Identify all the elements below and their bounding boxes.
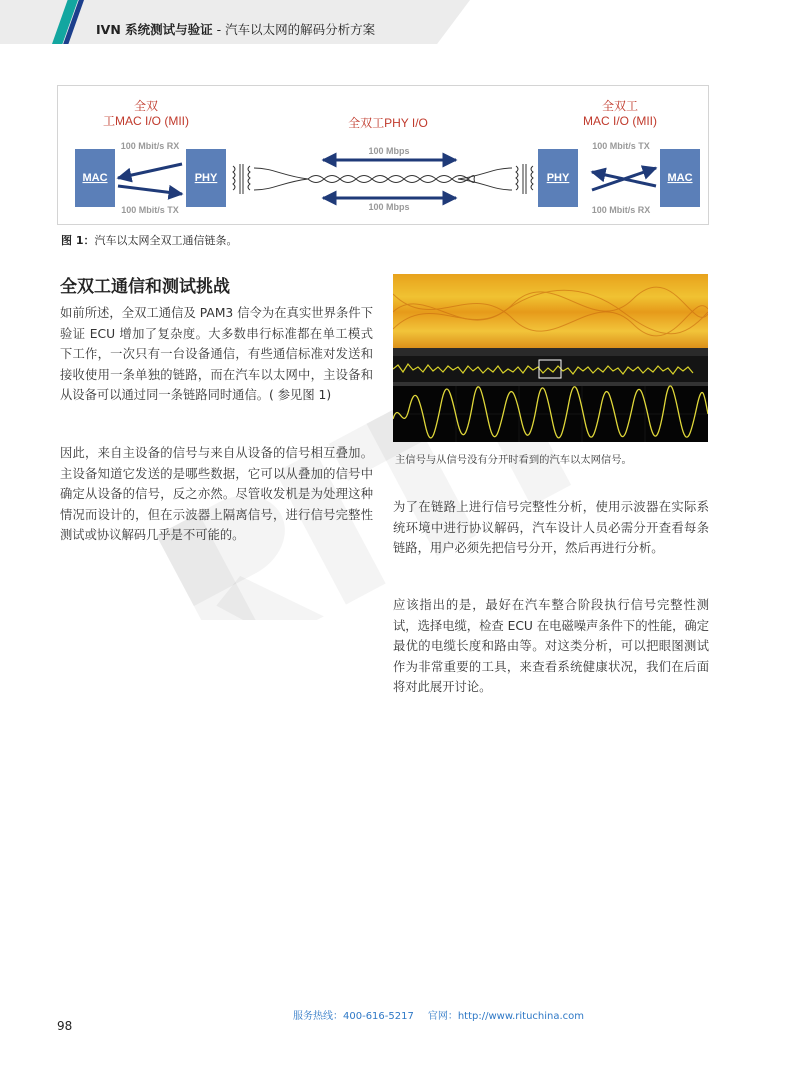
header-title-rest: - 汽车以太网的解码分析方案 <box>212 22 376 37</box>
left-tx-label: 100 Mbit/s TX <box>121 205 179 215</box>
left-mac-label: MAC <box>82 172 108 184</box>
page-footer <box>293 1007 598 1022</box>
ethernet-link-diagram <box>57 85 709 225</box>
eye-persistence-display <box>393 274 708 350</box>
bottom-rate-label: 100 Mbps <box>368 202 410 212</box>
paragraph-duplex-complexity: 如前所述，全双工通信及 PAM3 信令为在真实世界条件下验证 ECU 增加了复杂度。大多数串行标准都在单工模式下工作，一次只有一台设备通信，有些通信标准对发送和接收使用一条单独的链路，而在汽车以太网中，主设备和从设备可以通过同一条链路同时通信。( 参见图 1) <box>60 306 373 403</box>
twisted-pair-cable <box>254 168 512 190</box>
top-rate-label: 100 Mbps <box>368 146 410 156</box>
oscilloscope-caption: 主信号与从信号没有分开时看到的汽车以太网信号。 <box>395 454 632 466</box>
figure-caption-text: 汽车以太网全双工通信链条。 <box>94 234 238 247</box>
left-phy-label: PHY <box>194 172 218 184</box>
page-number: 98 <box>57 1019 73 1033</box>
left-phy-block <box>186 149 226 207</box>
left-rx-arrow <box>118 164 182 178</box>
paragraph-integration-testing: 应该指出的是，最好在汽车整合阶段执行信号完整性测试，选择电缆，检查 ECU 在电磁噪声条件下的性能，确定最优的电缆长度和路由等。对这类分析，可以把眼图测试作为非常重要的工具，来查看系统健康状况，我们在后面将对此展开讨论。 <box>393 598 710 695</box>
right-tx-label: 100 Mbit/s TX <box>592 141 650 151</box>
left-mac-io-label-line1: 全双 <box>133 99 159 113</box>
right-rx-arrow <box>592 168 656 190</box>
left-rx-label: 100 Mbit/s RX <box>120 141 180 151</box>
paragraph-signal-overlap: 因此，来自主设备的信号与来自从设备的信号相互叠加。主设备知道它发送的是哪些数据，它可以从叠加的信号中确定从设备的信号，反之亦然。尽管收发机是为处理这种情况而设计的，但在示波器上隔离信号，进行信号完整性测试或协议解码几乎是不可能的。 <box>60 446 373 543</box>
right-mac-label: MAC <box>667 172 693 184</box>
oscilloscope-screenshot <box>393 274 708 442</box>
paragraph-separate-links: 为了在链路上进行信号完整性分析，使用示波器在实际系统环境中进行协议解码，汽车设计人员必需分开查看每条链路，用户必须先把信号分开，然后再进行分析。 <box>393 500 709 556</box>
right-phy-label: PHY <box>546 172 570 184</box>
figure-caption-number: 图 1： <box>61 234 95 247</box>
header-title-bold: IVN 系统测试与验证 <box>96 22 213 37</box>
left-mac-io-label-line2: 工MAC I/O (MII) <box>103 114 189 128</box>
phy-io-label: 全双工PHY I/O <box>348 116 428 130</box>
left-mac-block <box>75 149 115 207</box>
right-mac-io-label-line2: MAC I/O (MII) <box>583 114 657 128</box>
right-mac-io-label-line1: 全双工 <box>601 99 639 113</box>
right-phy-block <box>538 149 578 207</box>
left-tx-arrow <box>118 186 182 194</box>
right-rx-label: 100 Mbit/s RX <box>591 205 651 215</box>
page-header <box>0 0 793 44</box>
right-mac-block <box>660 149 700 207</box>
figure-caption <box>61 232 237 248</box>
section-title: 全双工通信和测试挑战 <box>60 277 230 297</box>
footer-hotline: 服务热线：400-616-5217 <box>293 1011 414 1022</box>
right-transformer-icon <box>516 164 533 194</box>
footer-website-link[interactable]: 官网：http://www.rituchina.com <box>427 1011 585 1022</box>
left-transformer-icon <box>233 164 250 194</box>
header-title <box>96 20 375 38</box>
